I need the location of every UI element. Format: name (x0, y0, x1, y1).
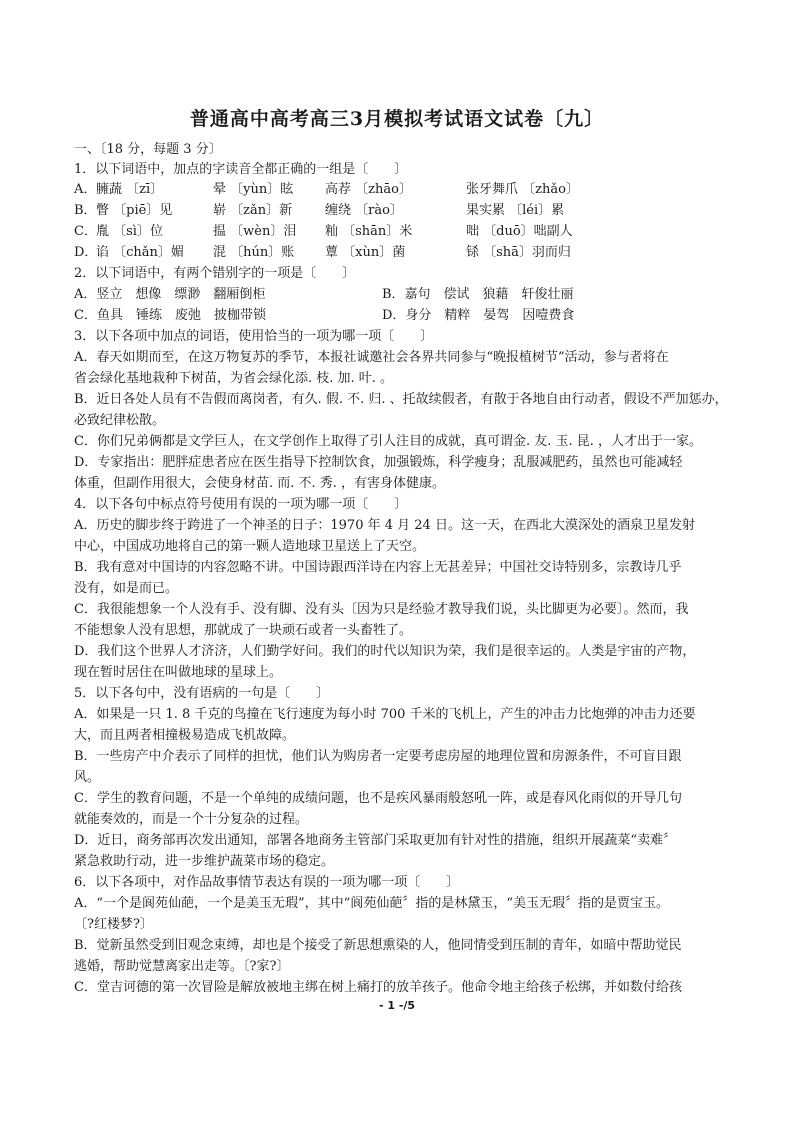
question-4-stem: 4．以下各句中标点符号使用有误的一项为哪一项〔 〕 (74, 497, 408, 512)
q1-option-item: 瞥 〔piē〕见 (96, 203, 173, 218)
section-header: 一、〔18 分，每题 3 分〕 (74, 142, 222, 157)
q4-option-d-cont: 现在暂时居住在叫做地球的星球上。 (74, 665, 283, 680)
q1-option-item: 高荐 〔zhāo〕 (325, 182, 412, 197)
q2-option: D．身分 精粹 晏驾 因噎费食 (382, 308, 575, 323)
question-3-stem: 3．以下各项中加点的词语，使用恰当的一项为哪一项〔 〕 (74, 329, 434, 344)
question-2-stem: 2．以下词语中，有两个错别字的一项是〔 〕 (74, 266, 356, 281)
q1-option-label: C． (74, 224, 97, 239)
q1-option-item: 籼 〔shān〕米 (325, 224, 413, 239)
page-title: 普通高中高考高三3月模拟考试语文试卷〔九〕 (189, 108, 605, 130)
q3-option-b-cont: 必致纪律松散。 (74, 413, 166, 428)
q1-option-item: 张牙舞爪 〔zhǎo〕 (466, 182, 579, 197)
q5-option-a: A．如果是一只 1. 8 千克的鸟撞在飞行速度为每小时 700 千米的飞机上，产生的冲击力比炮弹的冲击力还要 (74, 707, 696, 722)
q3-option-c: C．你们兄弟俩都是文学巨人，在文学创作上取得了引人注目的成就，真可谓金. 友. 玉. 昆. ，人才出于一家。 (74, 434, 703, 449)
page-number: - 1 -/5 (378, 999, 416, 1012)
q1-option-item: 谄 〔chǎn〕媚 (96, 245, 184, 260)
q3-option-d: D．专家指出：肥胖症患者应在医生指导下控制饮食，加强锻炼，科学瘦身；乱服减肥药，虽然也可能减轻 (74, 455, 683, 470)
q1-option-item: 咄 〔duō〕咄副人 (466, 224, 573, 239)
q6-option-a-cont: 〔?红楼梦?〕 (74, 917, 153, 932)
q6-option-a: A．“一个是阆苑仙葩，一个是美玉无瑕”，其中“阆苑仙葩〞指的是林黛玉，“美玉无瑕〞指的是贾宝玉。 (74, 896, 669, 911)
q1-option-item: 揾 〔wèn〕泪 (213, 224, 297, 239)
q4-option-d: D．我们这个世界人才济济，人们勤学好问。我们的时代以知识为荣，我们是很幸运的。人类是宇宙的产物， (74, 644, 696, 659)
q6-option-c: C．堂吉诃德的第一次冒险是解放被地主绑在树上痛打的放羊孩子。他命令地主给孩子松绑，并如数付给孩 (74, 980, 682, 995)
q1-option-item: 混 〔hún〕账 (213, 245, 295, 260)
q1-option-label: D． (74, 245, 98, 260)
q4-option-b: B．我有意对中国诗的内容忽略不讲。中国诗跟西洋诗在内容上无甚差异；中国社交诗特别多，宗教诗几乎 (74, 560, 682, 575)
q1-option-label: A． (74, 182, 97, 197)
q1-option-item: 臃蔬 〔zī〕 (96, 182, 164, 197)
q1-option-item: 蕈 〔xùn〕菌 (325, 245, 406, 260)
q5-option-c-cont: 就能奏效的，而是一个十分复杂的过程。 (74, 812, 309, 827)
q1-option-item: 铩 〔shā〕羽而归 (466, 245, 571, 260)
q1-option-item: 果实累 〔léi〕累 (466, 203, 565, 218)
q1-option-item: 胤 〔sì〕位 (96, 224, 163, 239)
q2-option: A．竖立 想像 缥渺 翻厢倒柜 (74, 287, 266, 302)
q4-option-c-cont: 不能想象人没有思想，那就成了一块顽石或者一头畜牲了。 (74, 623, 413, 638)
q4-option-c: C．我很能想象一个人没有手、没有脚、没有头〔因为只是经验才教导我们说，头比脚更为必要〕。然而，我 (74, 602, 689, 617)
q3-option-b: B．近日各处人员有不告假而离岗者，有久. 假. 不. 归. 、托故续假者，有散于各地自由行动者，假设不严加惩办， (74, 392, 728, 407)
q2-option: B．嘉句 偿试 狼藉 轩俊壮丽 (382, 287, 574, 302)
q1-option-item: 晕 〔yùn〕眩 (213, 182, 294, 197)
question-5-stem: 5．以下各句中，没有语病的一句是〔 〕 (74, 686, 330, 701)
q4-option-a: A．历史的脚步终于跨进了一个神圣的日子：1970 年 4 月 24 日。这一天，在西北大漠深处的酒泉卫星发射 (74, 518, 695, 533)
q3-option-a-cont: 省会绿化基地栽种下树苗，为省会绿化添. 枝. 加. 叶. 。 (74, 371, 394, 386)
q6-option-b: B．觉新虽然受到旧观念束缚，却也是个接受了新思想熏染的人，他同情受到压制的青年，如暗中帮助觉民 (74, 938, 682, 953)
q5-option-d-cont: 紧急救助行动，进一步维护蔬菜市场的稳定。 (74, 854, 335, 869)
q1-option-item: 崭 〔zǎn〕新 (213, 203, 293, 218)
question-1-stem: 1．以下词语中，加点的字读音全都正确的一组是〔 〕 (74, 162, 408, 177)
q1-option-item: 缠绕 〔rào〕 (325, 203, 403, 218)
q3-option-d-cont: 体重，但副作用很大，会使身材苗. 而. 不. 秀. ，有害身体健康。 (74, 476, 446, 491)
q4-option-a-cont: 中心，中国成功地将自己的第一颗人造地球卫星送上了天空。 (74, 539, 426, 554)
q2-option: C．鱼具 锤练 废弛 披枷带锁 (74, 308, 266, 323)
q1-option-label: B． (74, 203, 97, 218)
q5-option-c: C．学生的教育问题，不是一个单纯的成绩问题，也不是疾风暴雨般怒吼一阵，或是春风化雨似的开导几句 (74, 791, 682, 806)
q5-option-d: D．近日，商务部再次发出通知，部署各地商务主管部门采取更加有针对性的措施，组织开展蔬菜“卖难〞 (74, 833, 677, 848)
question-6-stem: 6．以下各项中，对作品故事情节表达有误的一项为哪一项〔 〕 (74, 875, 460, 890)
q5-option-b: B．一些房产中介表示了同样的担忧，他们认为购房者一定要考虑房屋的地理位置和房源条件，不可盲目跟 (74, 749, 682, 764)
q5-option-a-cont: 大，而且两者相撞极易造成飞机故障。 (74, 728, 296, 743)
q4-option-b-cont: 没有，如是而已。 (74, 581, 179, 596)
q3-option-a: A．春天如期而至，在这万物复苏的季节，本报社诚邀社会各界共同参与“晚报植树节”活动，参与者将在 (74, 350, 669, 365)
q5-option-b-cont: 风。 (74, 770, 101, 785)
q6-option-b-cont: 逃婚，帮助觉慧离家出走等。〔?家?〕 (74, 959, 290, 974)
